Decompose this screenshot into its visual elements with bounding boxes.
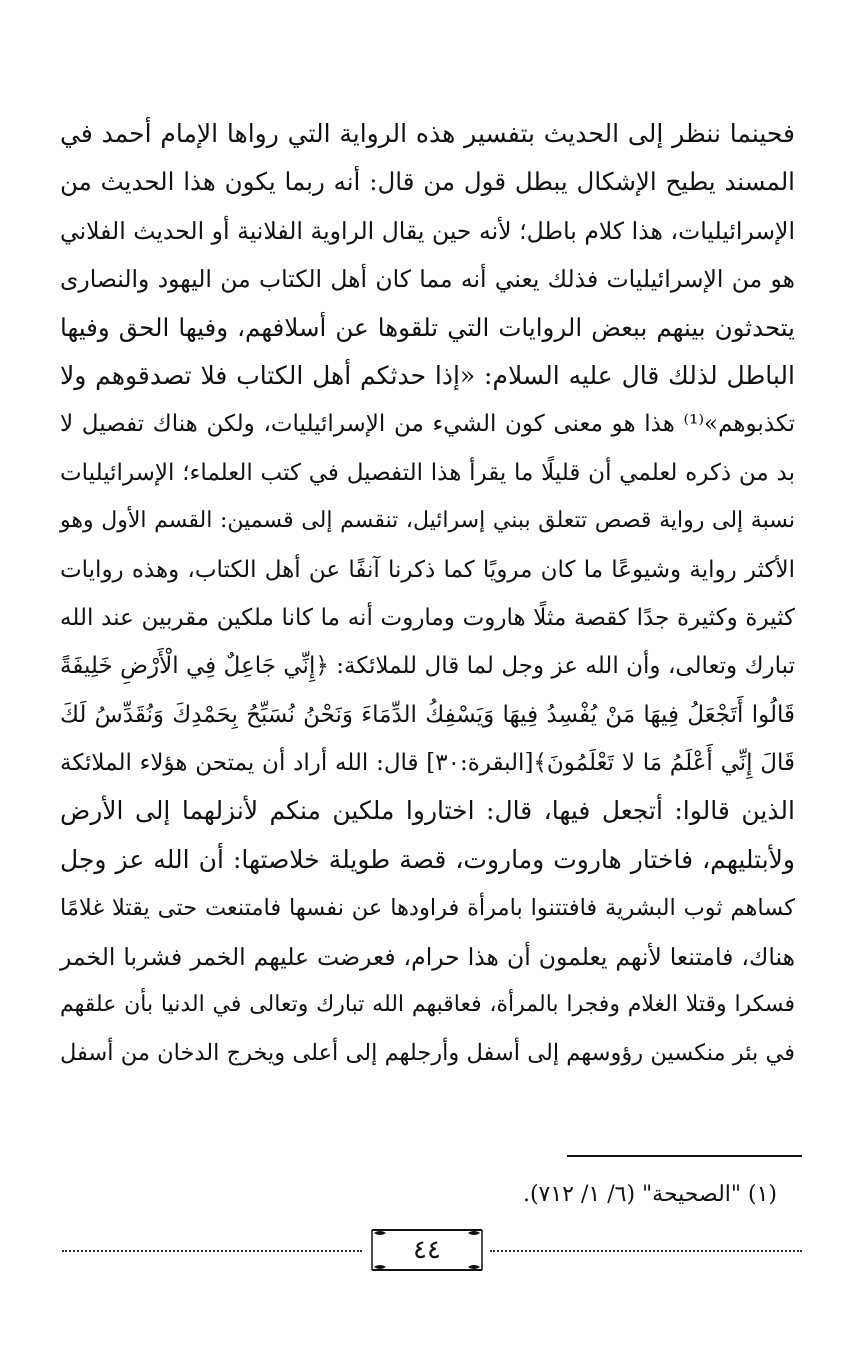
text-line-10: الأكثر رواية وشيوعًا ما كان مرويًا كما ذكرنا آنفًا عن أهل الكتاب، وهذه روايات [60, 556, 795, 583]
text-line-16: ولأبتليهم، فاختار هاروت وماروت، قصة طويلة خلاصتها: أن الله عز وجل [60, 844, 795, 874]
text-line-18: هناك، فامتنعا لأنهم يعلمون أن هذا حرام، فعرضت عليهم الخمر فشربا الخمر [60, 942, 795, 971]
body-text [60, 110, 795, 1078]
footnote-separator [567, 1155, 802, 1157]
text-line-17: كساهم ثوب البشرية فافتتنوا بامرأة فراودها عن نفسها فامتنعت حتى يقتلا غلامًا [60, 895, 795, 922]
footer-dotted-rule-right [490, 1250, 802, 1252]
text-line-13: قَالُوا أَتَجْعَلُ فِيهَا مَنْ يُفْسِدُ فِيهَا وَيَسْفِكُ الدِّمَاءَ وَنَحْنُ نُسَبِّحُ بِحَمْدِكَ وَنُقَدِّسُ لَكَ [60, 701, 795, 728]
text-line-11: كثيرة وكثيرة جدًا كقصة مثلًا هاروت وماروت أنه ما كانا ملكين مقربين عند الله [60, 604, 795, 631]
page-number: ٤٤ [413, 1235, 441, 1265]
text-line-6: الباطل لذلك قال عليه السلام: «إذا حدثكم أهل الكتاب فلا تصدقوهم ولا [60, 360, 795, 390]
text-line-19: فسكرا وقتلا الغلام وفجرا بالمرأة، فعاقبهم الله تبارك وتعالى في الدنيا بأن علقهم [60, 992, 795, 1018]
text-line-9: نسبة إلى رواية قصص تتعلق ببني إسرائيل، تنقسم إلى قسمين: القسم الأول وهو [60, 508, 795, 534]
text-line-8: بد من ذكره لعلمي أن قليلًا ما يقرأ هذا التفصيل في كتب العلماء؛ الإسرائيليات [60, 459, 795, 486]
text-line-4: هو من الإسرائيليات فذلك يعني أنه مما كان أهل الكتاب من اليهود والنصارى [60, 265, 795, 294]
text-line-14: قَالَ إِنِّي أَعْلَمُ مَا لا تَعْلَمُونَ﴾[البقرة:٣٠] قال: الله أراد أن يمتحن هؤلاء الملائكة [60, 750, 796, 777]
text-line-12: تبارك وتعالى، وأن الله عز وجل لما قال للملائكة: ﴿إِنِّي جَاعِلٌ فِي الْأَرْضِ خَلِيفَةً [60, 653, 795, 680]
page-number-frame [368, 1227, 486, 1273]
text-line-2: المسند يطيح الإشكال يبطل قول من قال: أنه ربما يكون هذا الحديث من [60, 167, 795, 197]
text-line-5: يتحدثون بينهم ببعض الروايات التي تلقوها عن أسلافهم، وفيها الحق وفيها [60, 312, 795, 342]
text-line-20: في بئر منكسين رؤوسهم إلى أسفل وأرجلهم إلى أعلى ويخرج الدخان من أسفل [60, 1040, 795, 1067]
text-line-15: الذين قالوا: أتجعل فيها، قال: اختاروا ملكين منكم لأنزلهما إلى الأرض [60, 796, 795, 826]
text-line-1: فحينما ننظر إلى الحديث بتفسير هذه الرواية التي رواها الإمام أحمد في [60, 119, 795, 148]
footer-dotted-rule-left [62, 1250, 362, 1252]
text-line-3: الإسرائيليات، هذا كلام باطل؛ لأنه حين يقال الراوية الفلانية أو الحديث الفلاني [60, 216, 795, 245]
text-line-7: تكذبوهم»⁽¹⁾ هذا هو معنى كون الشيء من الإسرائيليات، ولكن هناك تفصيل لا [60, 411, 795, 438]
footnote: (١) "الصحيحة" (٦/ ١/ ٧١٢). [522, 1182, 777, 1207]
